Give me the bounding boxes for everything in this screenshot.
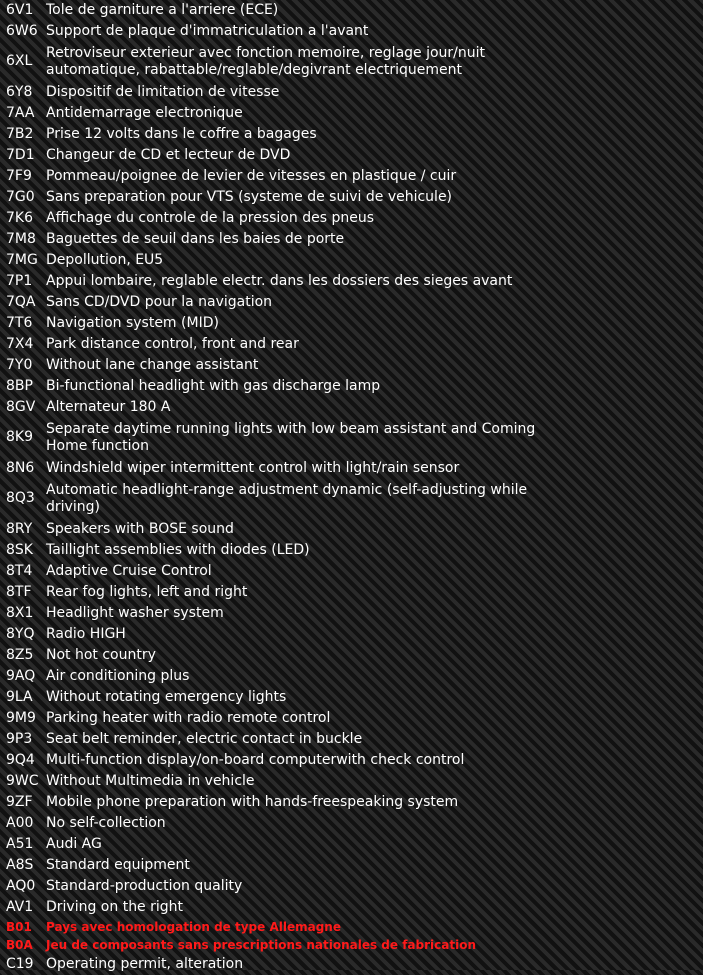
- option-description: Dispositif de limitation de vitesse: [46, 84, 280, 100]
- option-description: Operating permit, alteration: [46, 956, 244, 972]
- list-item: [0, 897, 703, 918]
- list-item: [0, 418, 703, 458]
- list-item: [0, 687, 703, 708]
- option-description: Pays avec homologation de type Allemagne: [46, 920, 341, 934]
- option-description: Tole de garniture a l'arriere (ECE): [46, 2, 279, 18]
- list-item: [0, 124, 703, 145]
- list-item: [0, 166, 703, 187]
- list-item: [0, 603, 703, 624]
- option-code: 8K9: [6, 429, 33, 445]
- option-description: Depollution, EU5: [46, 252, 164, 268]
- option-description: Audi AG: [46, 836, 102, 852]
- option-description: Taillight assemblies with diodes (LED): [46, 542, 310, 558]
- list-item: [0, 313, 703, 334]
- option-code: 9M9: [6, 710, 36, 726]
- option-code: 9AQ: [6, 668, 36, 684]
- option-code: A00: [6, 815, 34, 831]
- option-code: AV1: [6, 899, 34, 915]
- option-description: Park distance control, front and rear: [46, 336, 299, 352]
- option-description: Seat belt reminder, electric contact in buckle: [46, 731, 363, 747]
- list-item: [0, 397, 703, 418]
- option-code: 7D1: [6, 147, 35, 163]
- list-item: [0, 813, 703, 834]
- option-code: 8Q3: [6, 490, 35, 506]
- list-item: [0, 229, 703, 250]
- option-description: Mobile phone preparation with hands-freespeaking system: [46, 794, 459, 810]
- option-description: Standard-production quality: [46, 878, 243, 894]
- option-description: Jeu de composants sans prescriptions nationales de fabrication: [46, 938, 476, 952]
- option-code: AQ0: [6, 878, 36, 894]
- option-code: 7M8: [6, 231, 36, 247]
- option-description: Standard equipment: [46, 857, 190, 873]
- option-code: 9WC: [6, 773, 39, 789]
- option-code: 8X1: [6, 605, 34, 621]
- option-code: 9ZF: [6, 794, 33, 810]
- option-description: Driving on the right: [46, 899, 184, 915]
- list-item: [0, 666, 703, 687]
- option-description: Air conditioning plus: [46, 668, 190, 684]
- list-item: [0, 855, 703, 876]
- option-description: Bi-functional headlight with gas discharge lamp: [46, 378, 381, 394]
- option-description: Appui lombaire, reglable electr. dans les dossiers des sieges avant: [46, 273, 513, 289]
- list-item: [0, 82, 703, 103]
- option-description: Affichage du controle de la pression des pneus: [46, 210, 374, 226]
- option-code: 8GV: [6, 399, 36, 415]
- list-item: [0, 771, 703, 792]
- option-description: Windshield wiper intermittent control with light/rain sensor: [46, 460, 460, 476]
- option-code: 7MG: [6, 252, 38, 268]
- list-item-highlighted: [0, 918, 703, 936]
- list-item: [0, 21, 703, 42]
- option-description: Rear fog lights, left and right: [46, 584, 248, 600]
- list-item: [0, 458, 703, 479]
- option-code: 8YQ: [6, 626, 35, 642]
- option-code: 7QA: [6, 294, 36, 310]
- option-code: 7K6: [6, 210, 33, 226]
- list-item: [0, 750, 703, 771]
- list-item: [0, 271, 703, 292]
- option-description: Automatic headlight-range adjustment dynamic (self-adjusting while driving): [46, 482, 528, 515]
- option-description: Parking heater with radio remote control: [46, 710, 331, 726]
- option-description: Speakers with BOSE sound: [46, 521, 234, 537]
- option-code: 8TF: [6, 584, 32, 600]
- list-item: [0, 292, 703, 313]
- option-code: B0A: [6, 938, 33, 952]
- option-code: C19: [6, 956, 34, 972]
- option-code: 7X4: [6, 336, 34, 352]
- option-code: 7Y0: [6, 357, 33, 373]
- option-code: B01: [6, 920, 32, 934]
- option-code: 9LA: [6, 689, 33, 705]
- option-code: 9Q4: [6, 752, 35, 768]
- option-description: Sans preparation pour VTS (systeme de suivi de vehicule): [46, 189, 453, 205]
- list-item-highlighted: [0, 936, 703, 954]
- list-item: [0, 334, 703, 355]
- list-item: [0, 708, 703, 729]
- option-code: 7P1: [6, 273, 33, 289]
- option-description: Baguettes de seuil dans les baies de porte: [46, 231, 345, 247]
- option-description: Without Multimedia in vehicle: [46, 773, 255, 789]
- list-item: [0, 834, 703, 855]
- option-code: 8RY: [6, 521, 33, 537]
- option-description: Pommeau/poignee de levier de vitesses en plastique / cuir: [46, 168, 457, 184]
- option-description: Multi-function display/on-board computerwith check control: [46, 752, 465, 768]
- list-item: [0, 624, 703, 645]
- list-item: [0, 729, 703, 750]
- list-item: [0, 479, 703, 519]
- list-item: [0, 208, 703, 229]
- option-code: A51: [6, 836, 34, 852]
- option-description: Not hot country: [46, 647, 156, 663]
- list-item: [0, 376, 703, 397]
- option-description: Without rotating emergency lights: [46, 689, 287, 705]
- option-code: 9P3: [6, 731, 33, 747]
- option-code: 8SK: [6, 542, 33, 558]
- list-item: [0, 792, 703, 813]
- option-description: Antidemarrage electronique: [46, 105, 243, 121]
- list-item: [0, 355, 703, 376]
- option-code: A8S: [6, 857, 34, 873]
- option-code: 7G0: [6, 189, 35, 205]
- option-code: 7AA: [6, 105, 35, 121]
- option-description: Headlight washer system: [46, 605, 224, 621]
- option-description: Sans CD/DVD pour la navigation: [46, 294, 273, 310]
- list-item: [0, 0, 703, 21]
- option-code: 8Z5: [6, 647, 34, 663]
- list-item: [0, 103, 703, 124]
- option-description: Alternateur 180 A: [46, 399, 171, 415]
- option-description: Retroviseur exterieur avec fonction memoire, reglage jour/nuit automatique, rabattable/reglable/degivrant electriquement: [46, 45, 486, 78]
- option-description: Changeur de CD et lecteur de DVD: [46, 147, 291, 163]
- option-description: Adaptive Cruise Control: [46, 563, 212, 579]
- option-description: Separate daytime running lights with low beam assistant and Coming Home function: [46, 421, 536, 454]
- option-code: 7F9: [6, 168, 32, 184]
- option-code: 7B2: [6, 126, 34, 142]
- list-item: [0, 145, 703, 166]
- list-item: [0, 519, 703, 540]
- option-code: 7T6: [6, 315, 33, 331]
- option-description: Navigation system (MID): [46, 315, 219, 331]
- option-description: No self-collection: [46, 815, 166, 831]
- option-description: Radio HIGH: [46, 626, 126, 642]
- option-code: 6W6: [6, 23, 38, 39]
- option-code: 8N6: [6, 460, 35, 476]
- list-item: [0, 250, 703, 271]
- option-code: 6XL: [6, 53, 33, 69]
- option-description: Without lane change assistant: [46, 357, 259, 373]
- list-item: [0, 645, 703, 666]
- option-code: 6V1: [6, 2, 34, 18]
- list-item: [0, 540, 703, 561]
- list-item: [0, 187, 703, 208]
- option-description: Support de plaque d'immatriculation a l'avant: [46, 23, 369, 39]
- option-code: 8T4: [6, 563, 33, 579]
- list-item: [0, 582, 703, 603]
- option-code: 8BP: [6, 378, 33, 394]
- list-item: [0, 876, 703, 897]
- list-item: [0, 954, 703, 975]
- option-description: Prise 12 volts dans le coffre a bagages: [46, 126, 317, 142]
- option-code: 6Y8: [6, 84, 33, 100]
- list-item: [0, 42, 703, 82]
- list-item: [0, 561, 703, 582]
